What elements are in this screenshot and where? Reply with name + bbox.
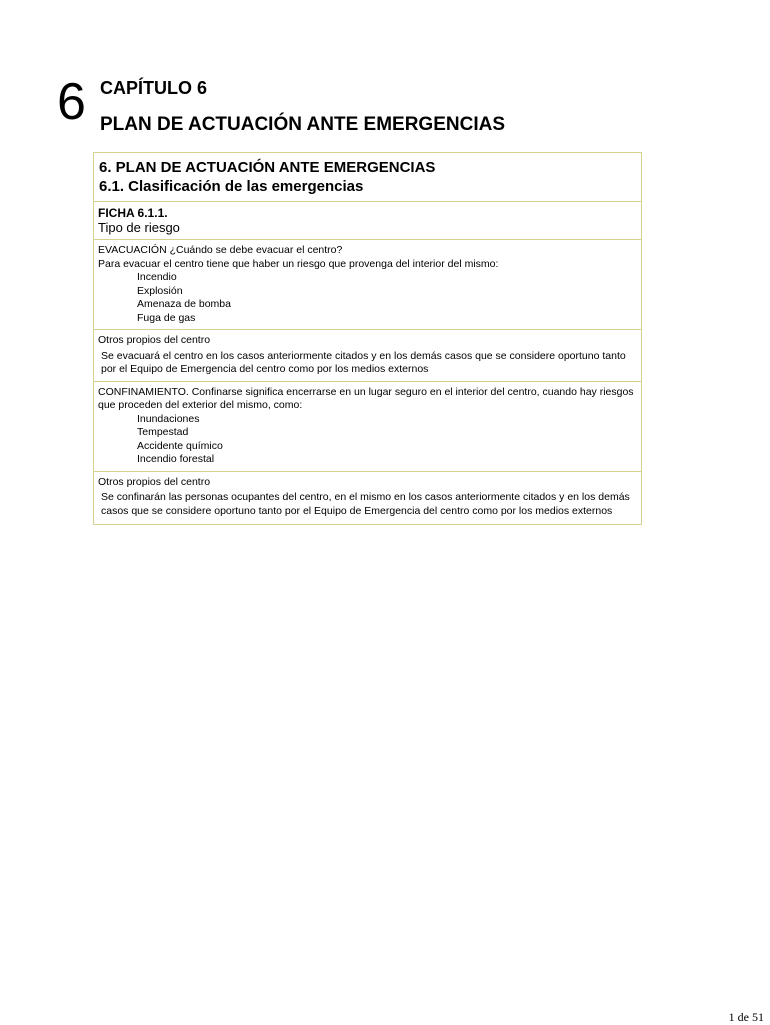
ficha-name: Tipo de riesgo — [98, 220, 180, 235]
chapter-title: PLAN DE ACTUACIÓN ANTE EMERGENCIAS — [100, 114, 505, 135]
confinamiento-section — [94, 382, 641, 472]
panel-subheading: 6.1. Clasificación de las emergencias — [99, 178, 364, 195]
otros-evacuacion-section — [94, 330, 641, 382]
list-item: Amenaza de bomba — [137, 298, 231, 310]
list-item: Fuga de gas — [137, 311, 196, 324]
evacuacion-intro: Para evacuar el centro tiene que haber un riesgo que provenga del interior del mismo: — [98, 257, 499, 270]
otros-title: Otros propios del centro — [98, 475, 211, 488]
chapter-number: 6 — [57, 73, 86, 131]
list-item: Tempestad — [137, 426, 189, 438]
evacuacion-list — [98, 271, 637, 325]
emergency-plan-panel — [93, 152, 642, 525]
panel-header — [94, 153, 641, 202]
list-item: Explosión — [137, 284, 183, 297]
evacuacion-section — [94, 240, 641, 330]
confinamiento-list — [98, 413, 637, 467]
evacuacion-question: EVACUACIÓN ¿Cuándo se debe evacuar el centro? — [98, 244, 343, 256]
panel-heading: 6. PLAN DE ACTUACIÓN ANTE EMERGENCIAS — [99, 159, 436, 176]
confinamiento-text: CONFINAMIENTO. Confinarse significa encerrarse en un lugar seguro en el interior del centro, cuando hay riesgos que proceden del exterior del mismo, como: — [98, 385, 634, 411]
list-item: Incendio — [137, 271, 177, 283]
ficha-code: FICHA 6.1.1. — [98, 206, 168, 220]
page-number: 1 de 51 — [728, 1010, 764, 1024]
otros-title: Otros propios del centro — [98, 334, 211, 346]
list-item: Inundaciones — [137, 412, 200, 425]
ficha-section — [94, 202, 641, 240]
list-item: Incendio forestal — [137, 453, 215, 465]
otros-text: Se confinarán las personas ocupantes del centro, en el mismo en los casos anteriormente citados y en los demás casos que se considere oportuno tanto por el Equipo de Emergencia del centro como por los medios externos — [101, 491, 630, 517]
chapter-label: CAPÍTULO 6 — [100, 78, 208, 98]
list-item: Accidente químico — [137, 439, 223, 452]
otros-text: Se evacuará el centro en los casos anteriormente citados y en los demás casos que se considere oportuno tanto por el Equipo de Emergencia del centro como por los medios externos — [101, 349, 626, 375]
otros-confinamiento-section — [94, 472, 641, 525]
